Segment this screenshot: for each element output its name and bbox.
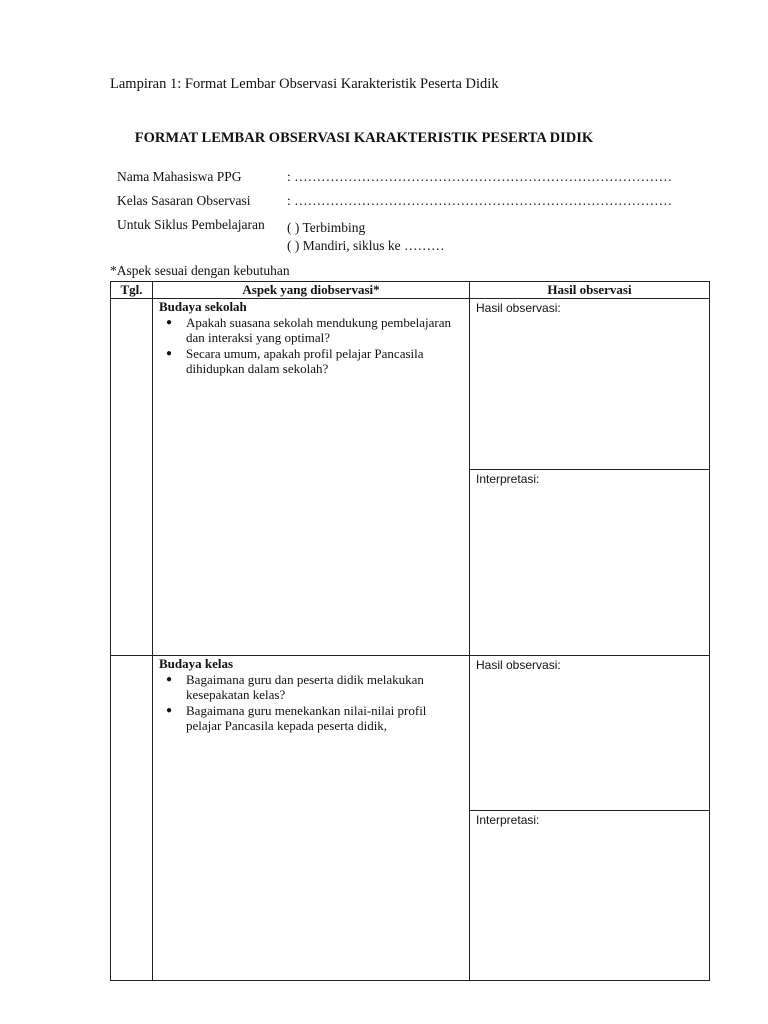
aspect-note: *Aspek sesuai dengan kebutuhan bbox=[110, 263, 290, 278]
form-title: FORMAT LEMBAR OBSERVASI KARAKTERISTIK PESERTA DIDIK bbox=[134, 130, 594, 146]
cycle-label: Untuk Siklus Pembelajaran bbox=[117, 217, 265, 232]
header-result: Hasil observasi bbox=[470, 282, 710, 299]
target-class-label: Kelas Sasaran Observasi bbox=[117, 193, 251, 208]
result-label: Hasil observasi: bbox=[476, 301, 561, 315]
target-class-field: : ………………………………………………………………………… bbox=[287, 193, 673, 208]
list-item bbox=[166, 703, 463, 733]
question-text: Secara umum, apakah profil pelajar Pancasila dihidupkan dalam sekolah? bbox=[186, 346, 424, 376]
observation-table bbox=[110, 281, 710, 981]
question-list bbox=[159, 315, 463, 376]
aspect-cell bbox=[153, 656, 470, 981]
cycle-option-guided: ( ) Terbimbing bbox=[287, 220, 366, 235]
header-aspect: Aspek yang diobservasi* bbox=[153, 282, 470, 299]
interpretation-cell bbox=[470, 470, 710, 656]
info-row-student-name bbox=[117, 169, 717, 193]
interpretation-label: Interpretasi: bbox=[476, 472, 540, 486]
question-text: Apakah suasana sekolah mendukung pembelajaran dan interaksi yang optimal? bbox=[186, 315, 451, 345]
aspect-cell bbox=[153, 299, 470, 656]
info-row-cycle bbox=[117, 217, 717, 257]
cycle-option-independent: ( ) Mandiri, siklus ke ……… bbox=[287, 238, 445, 253]
attachment-title: Lampiran 1: Format Lembar Observasi Karakteristik Peserta Didik bbox=[110, 76, 499, 92]
student-name-field: : ………………………………………………………………………… bbox=[287, 169, 673, 184]
info-block bbox=[117, 169, 717, 257]
bullet-icon: ● bbox=[166, 674, 173, 685]
header-date: Tgl. bbox=[111, 282, 153, 299]
info-row-target-class bbox=[117, 193, 717, 217]
section-title-class-culture: Budaya kelas bbox=[159, 656, 234, 671]
question-text: Bagaimana guru menekankan nilai-nilai profil pelajar Pancasila kepada peserta didik, bbox=[186, 703, 427, 733]
list-item bbox=[166, 672, 463, 702]
result-cell bbox=[470, 656, 710, 811]
question-list bbox=[159, 672, 463, 733]
interpretation-cell bbox=[470, 811, 710, 981]
bullet-icon: ● bbox=[166, 705, 173, 716]
bullet-icon: ● bbox=[166, 317, 173, 328]
cycle-options bbox=[287, 219, 445, 255]
date-cell bbox=[111, 299, 153, 656]
interpretation-label: Interpretasi: bbox=[476, 813, 540, 827]
bullet-icon: ● bbox=[166, 348, 173, 359]
section-title-school-culture: Budaya sekolah bbox=[159, 299, 247, 314]
table-header-row bbox=[111, 282, 710, 299]
result-label: Hasil observasi: bbox=[476, 658, 561, 672]
table-row bbox=[111, 299, 710, 470]
list-item bbox=[166, 346, 463, 376]
result-cell bbox=[470, 299, 710, 470]
question-text: Bagaimana guru dan peserta didik melakukan kesepakatan kelas? bbox=[186, 672, 424, 702]
table-row bbox=[111, 656, 710, 811]
date-cell bbox=[111, 656, 153, 981]
student-name-label: Nama Mahasiswa PPG bbox=[117, 169, 242, 184]
list-item bbox=[166, 315, 463, 345]
